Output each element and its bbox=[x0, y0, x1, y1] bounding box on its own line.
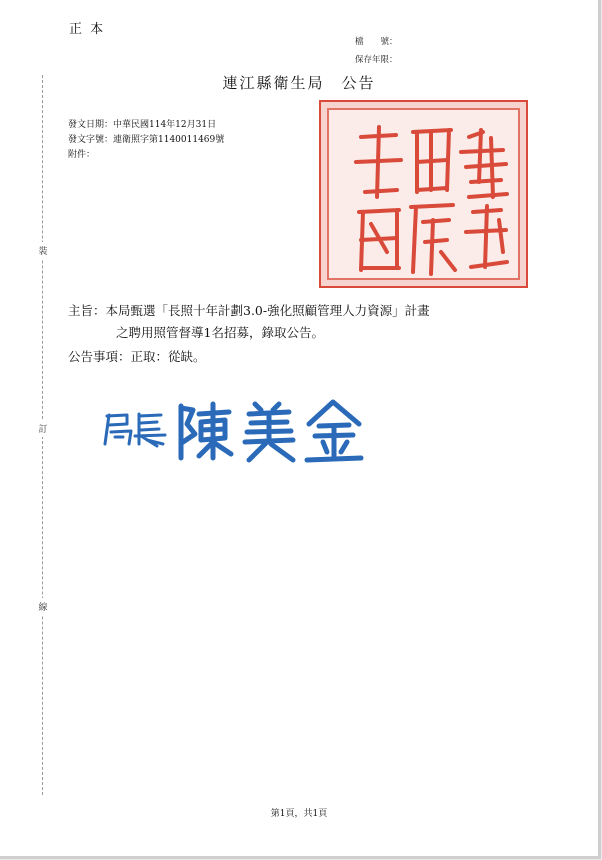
subject bbox=[68, 300, 430, 344]
notice-items: 公告事項：正取：從缺。 bbox=[68, 349, 206, 364]
seal-glyph-art bbox=[321, 102, 526, 286]
file-number-label: 檔 號： bbox=[355, 37, 398, 47]
file-meta bbox=[355, 33, 398, 69]
official-seal bbox=[319, 100, 528, 288]
binding-char-xian: 線 bbox=[38, 598, 48, 615]
subject-line-1: 主旨：本局甄選「長照十年計劃3.0-強化照顧管理人力資源」計畫 bbox=[68, 303, 430, 318]
dispatch-info bbox=[68, 118, 224, 163]
binding-char-ding: 訂 bbox=[38, 420, 48, 437]
copy-mark: 正 本 bbox=[69, 22, 106, 37]
binding-char-zhuang: 裝 bbox=[38, 242, 48, 259]
dispatch-number: 發文字號：連衛照字第1140011469號 bbox=[68, 135, 225, 145]
director-signature-stamp bbox=[101, 398, 371, 468]
retention-label: 保存年限： bbox=[355, 55, 398, 65]
document-title: 連江縣衛生局 公告 bbox=[222, 74, 376, 92]
dispatch-date: 發文日期：中華民國114年12月31日 bbox=[68, 120, 217, 130]
page-number: 第1頁，共1頁 bbox=[270, 809, 328, 819]
attachment-label: 附件： bbox=[68, 150, 96, 160]
signature-stamp-art bbox=[101, 398, 371, 468]
subject-line-2: 之聘用照管督導1名招募，錄取公告。 bbox=[116, 325, 324, 340]
